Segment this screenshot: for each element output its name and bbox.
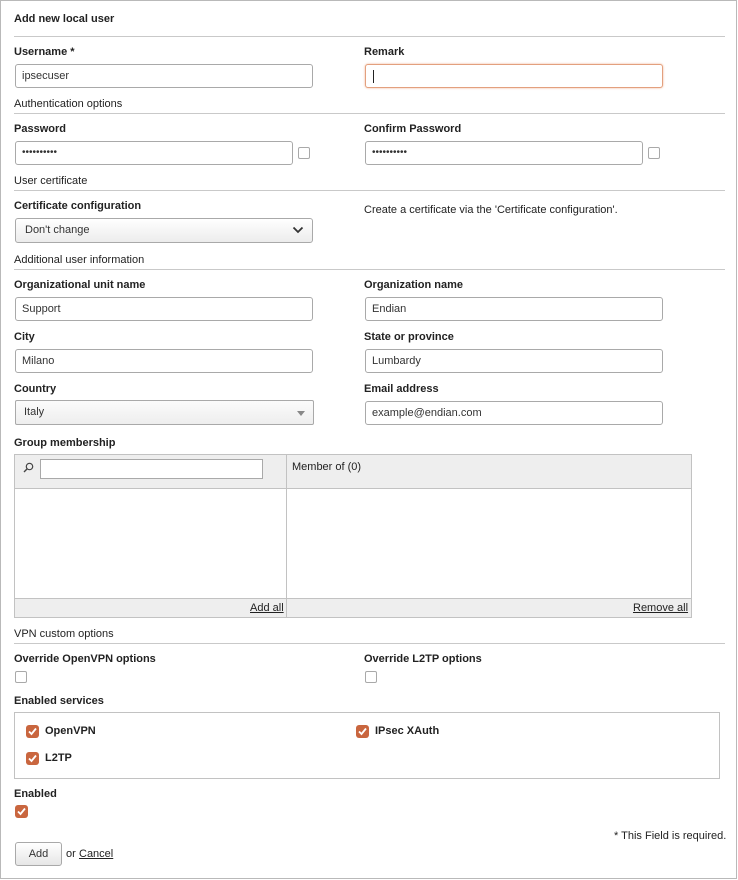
group-membership-label: Group membership [14, 437, 116, 449]
page-title: Add new local user [14, 13, 115, 25]
cert-config-select[interactable] [15, 218, 313, 243]
ou-label: Organizational unit name [14, 279, 146, 291]
enabled-checkbox[interactable] [15, 805, 28, 818]
org-input[interactable]: Endian [365, 297, 663, 321]
checkmark-icon [27, 726, 38, 737]
group-search-input[interactable] [40, 459, 263, 479]
override-l2tp-label: Override L2TP options [364, 653, 482, 665]
password-input[interactable]: •••••••••• [15, 141, 293, 165]
divider [14, 190, 725, 191]
openvpn-checkbox[interactable] [26, 725, 39, 738]
override-openvpn-label: Override OpenVPN options [14, 653, 156, 665]
group-membership-widget [14, 454, 692, 618]
divider [14, 269, 725, 270]
password-label: Password [14, 123, 66, 135]
email-label: Email address [364, 383, 439, 395]
username-input[interactable]: ipsecuser [15, 64, 313, 88]
member-groups-list[interactable] [287, 490, 691, 598]
show-confirm-checkbox[interactable] [648, 147, 660, 159]
add-button[interactable]: Add [15, 842, 62, 866]
openvpn-label: OpenVPN [45, 725, 96, 737]
confirm-password-label: Confirm Password [364, 123, 462, 135]
ipsec-xauth-checkbox[interactable] [356, 725, 369, 738]
override-l2tp-checkbox[interactable] [365, 671, 377, 683]
country-label: Country [14, 383, 57, 395]
divider [14, 643, 725, 644]
state-input[interactable]: Lumbardy [365, 349, 663, 373]
email-input[interactable]: example@endian.com [365, 401, 663, 425]
city-label: City [14, 331, 35, 343]
chevron-down-icon [292, 225, 304, 235]
column-divider [286, 455, 287, 617]
member-of-label: Member of (0) [292, 461, 362, 473]
city-input[interactable]: Milano [15, 349, 313, 373]
checkmark-icon [27, 753, 38, 764]
remark-input[interactable] [365, 64, 663, 88]
cert-config-value: Don't change [25, 224, 90, 236]
show-password-checkbox[interactable] [298, 147, 310, 159]
vpn-section-title: VPN custom options [14, 628, 114, 640]
checkmark-icon [16, 806, 27, 817]
search-icon [23, 462, 34, 473]
state-label: State or province [364, 331, 454, 343]
enabled-services-box [14, 712, 720, 779]
country-value: Italy [24, 406, 45, 418]
enabled-label: Enabled [14, 788, 57, 800]
cert-note: Create a certificate via the 'Certificate configuration'. [364, 204, 618, 216]
cert-config-label: Certificate configuration [14, 200, 142, 212]
group-widget-header [15, 455, 691, 489]
add-all-link[interactable]: Add all [250, 602, 284, 614]
org-label: Organization name [364, 279, 464, 291]
divider [14, 113, 725, 114]
auth-section-title: Authentication options [14, 98, 123, 110]
required-note: * This Field is required. [614, 830, 727, 842]
remove-all-link[interactable]: Remove all [633, 602, 689, 614]
override-openvpn-checkbox[interactable] [15, 671, 27, 683]
username-label: Username * [14, 46, 75, 58]
cert-section-title: User certificate [14, 175, 88, 187]
dropdown-triangle-icon [297, 411, 305, 416]
text-cursor [373, 70, 374, 83]
checkmark-icon [357, 726, 368, 737]
country-select[interactable] [15, 400, 314, 425]
cancel-link[interactable]: Cancel [79, 848, 114, 860]
ipsec-xauth-label: IPsec XAuth [375, 725, 440, 737]
group-widget-footer [15, 598, 691, 617]
enabled-services-label: Enabled services [14, 695, 104, 707]
available-groups-list[interactable] [15, 490, 286, 598]
additional-section-title: Additional user information [14, 254, 145, 266]
l2tp-checkbox[interactable] [26, 752, 39, 765]
ou-input[interactable]: Support [15, 297, 313, 321]
l2tp-label: L2TP [45, 752, 72, 764]
confirm-password-input[interactable]: •••••••••• [365, 141, 643, 165]
remark-label: Remark [364, 46, 405, 58]
or-text: or [66, 848, 76, 860]
divider [14, 36, 725, 37]
